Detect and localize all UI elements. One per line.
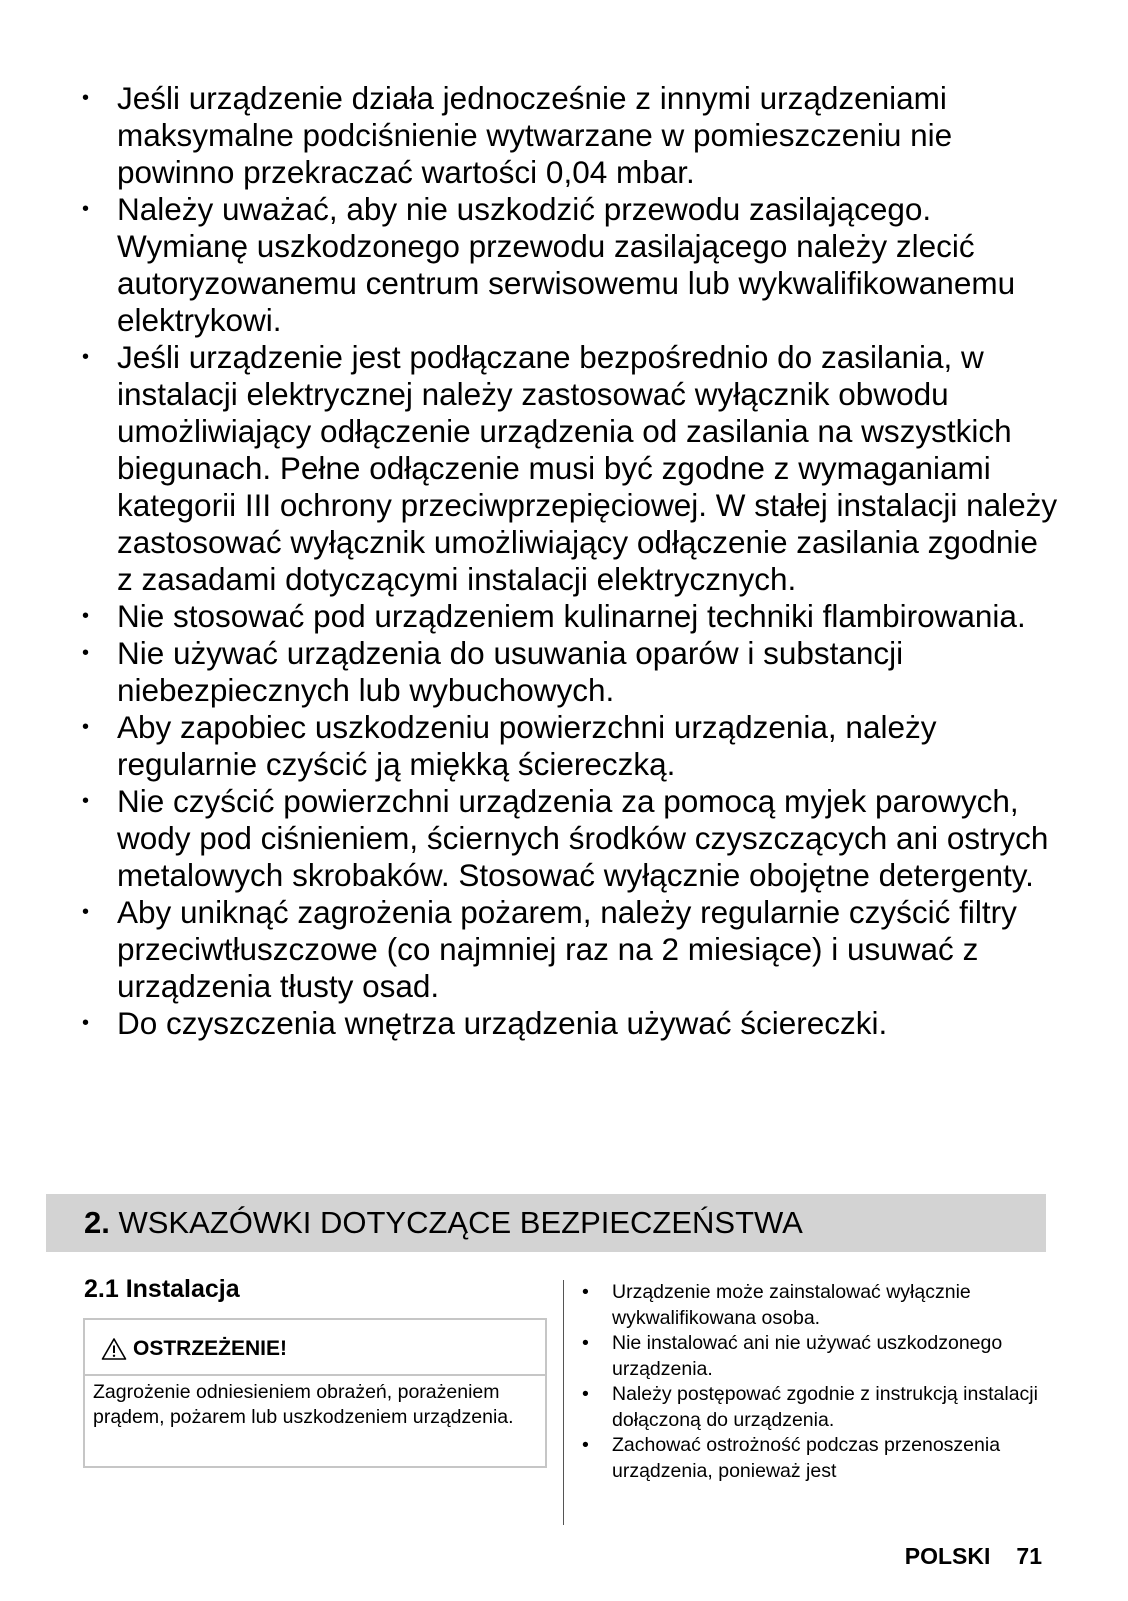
list-item: [577, 1280, 1047, 1331]
list-item-text: Do czyszczenia wnętrza urządzenia używać ściereczki.: [117, 1005, 888, 1041]
installation-bullet-list: [577, 1280, 1047, 1484]
bullet-icon: •: [82, 642, 90, 664]
list-item: [80, 1005, 1060, 1042]
warning-heading: [101, 1336, 287, 1362]
list-item-text: Należy uważać, aby nie uszkodzić przewodu zasilającego. Wymianę uszkodzonego przewodu zasilającego należy zlecić autoryzowanemu centrum serwisowemu lub wykwalifikowanemu elektrykowi.: [117, 191, 1016, 338]
list-item: [80, 80, 1060, 191]
footer-language: POLSKI: [904, 1543, 991, 1569]
list-item: [80, 191, 1060, 339]
warning-text: Zagrożenie odniesieniem obrażeń, porażeniem prądem, pożarem lub uszkodzeniem urządzenia.: [93, 1381, 514, 1428]
column-divider: [563, 1280, 564, 1525]
bullet-icon: •: [82, 790, 90, 812]
bullet-icon: •: [82, 901, 90, 923]
warning-divider: [85, 1374, 545, 1376]
section-title-text: WSKAZÓWKI DOTYCZĄCE BEZPIECZEŃSTWA: [118, 1205, 803, 1240]
section-header-bar: [46, 1194, 1046, 1252]
list-item-text: Jeśli urządzenie jest podłączane bezpośrednio do zasilania, w instalacji elektrycznej należy zastosować wyłącznik obwodu umożliwiający odłączenie urządzenia od zasilania na wszystkich biegunach. Pełne odłączenie musi być zgodne z wymaganiami kategorii III ochrony przeciwprzepięciowej. W stałej instalacji należy zastosować wyłącznik umożliwiający odłączenie zasilania zgodnie z zasadami dotyczącymi instalacji elektrycznych.: [117, 339, 1058, 597]
subsection-title: 2.1 Instalacja: [84, 1275, 240, 1303]
bullet-icon: •: [582, 1383, 589, 1405]
safety-bullet-list: [80, 80, 1060, 1042]
list-item-text: Nie czyścić powierzchni urządzenia za pomocą myjek parowych, wody pod ciśnieniem, ściernych środków czyszczących ani ostrych metalowych skrobaków. Stosować wyłącznie obojętne detergenty.: [117, 783, 1049, 893]
bullet-icon: •: [82, 605, 90, 627]
list-item: [80, 894, 1060, 1005]
warning-triangle-icon: [101, 1337, 127, 1361]
list-item-text: Jeśli urządzenie działa jednocześnie z innymi urządzeniami maksymalne podciśnienie wytwarzane w pomieszczeniu nie powinno przekraczać wartości 0,04 mbar.: [117, 80, 953, 190]
bullet-icon: •: [82, 198, 90, 220]
list-item-text: Nie używać urządzenia do usuwania oparów i substancji niebezpiecznych lub wybuchowych.: [117, 635, 904, 708]
list-item-text: Aby zapobiec uszkodzeniu powierzchni urządzenia, należy regularnie czyścić ją miękką ściereczką.: [117, 709, 937, 782]
list-item: [80, 635, 1060, 709]
bullet-icon: •: [82, 1012, 90, 1034]
list-item: [80, 709, 1060, 783]
warning-box: [83, 1318, 547, 1468]
list-item-text: Należy postępować zgodnie z instrukcją instalacji dołączoną do urządzenia.: [612, 1383, 1038, 1431]
list-item: [577, 1433, 1047, 1484]
warning-heading-text: OSTRZEŻENIE!: [133, 1337, 288, 1360]
bullet-icon: •: [82, 346, 90, 368]
bullet-icon: •: [582, 1281, 589, 1303]
list-item: [80, 598, 1060, 635]
bullet-icon: •: [582, 1434, 589, 1456]
list-item: [80, 783, 1060, 894]
section-title: [84, 1206, 803, 1240]
bullet-icon: •: [582, 1332, 589, 1354]
list-item: [577, 1331, 1047, 1382]
page-footer: [905, 1542, 1042, 1570]
list-item-text: Nie instalować ani nie używać uszkodzonego urządzenia.: [612, 1332, 1003, 1380]
list-item-text: Aby uniknąć zagrożenia pożarem, należy regularnie czyścić filtry przeciwtłuszczowe (co najmniej raz na 2 miesiące) i usuwać z urządzenia tłusty osad.: [117, 894, 1017, 1004]
bullet-icon: •: [82, 716, 90, 738]
page-number: 71: [1016, 1543, 1042, 1569]
list-item: [577, 1382, 1047, 1433]
bullet-icon: •: [82, 87, 90, 109]
list-item: [80, 339, 1060, 598]
list-item-text: Zachować ostrożność podczas przenoszenia urządzenia, ponieważ jest: [612, 1434, 1001, 1482]
list-item-text: Nie stosować pod urządzeniem kulinarnej techniki flambirowania.: [117, 598, 1026, 634]
list-item-text: Urządzenie może zainstalować wyłącznie wykwalifikowana osoba.: [612, 1281, 971, 1329]
section-number: 2.: [84, 1205, 110, 1240]
